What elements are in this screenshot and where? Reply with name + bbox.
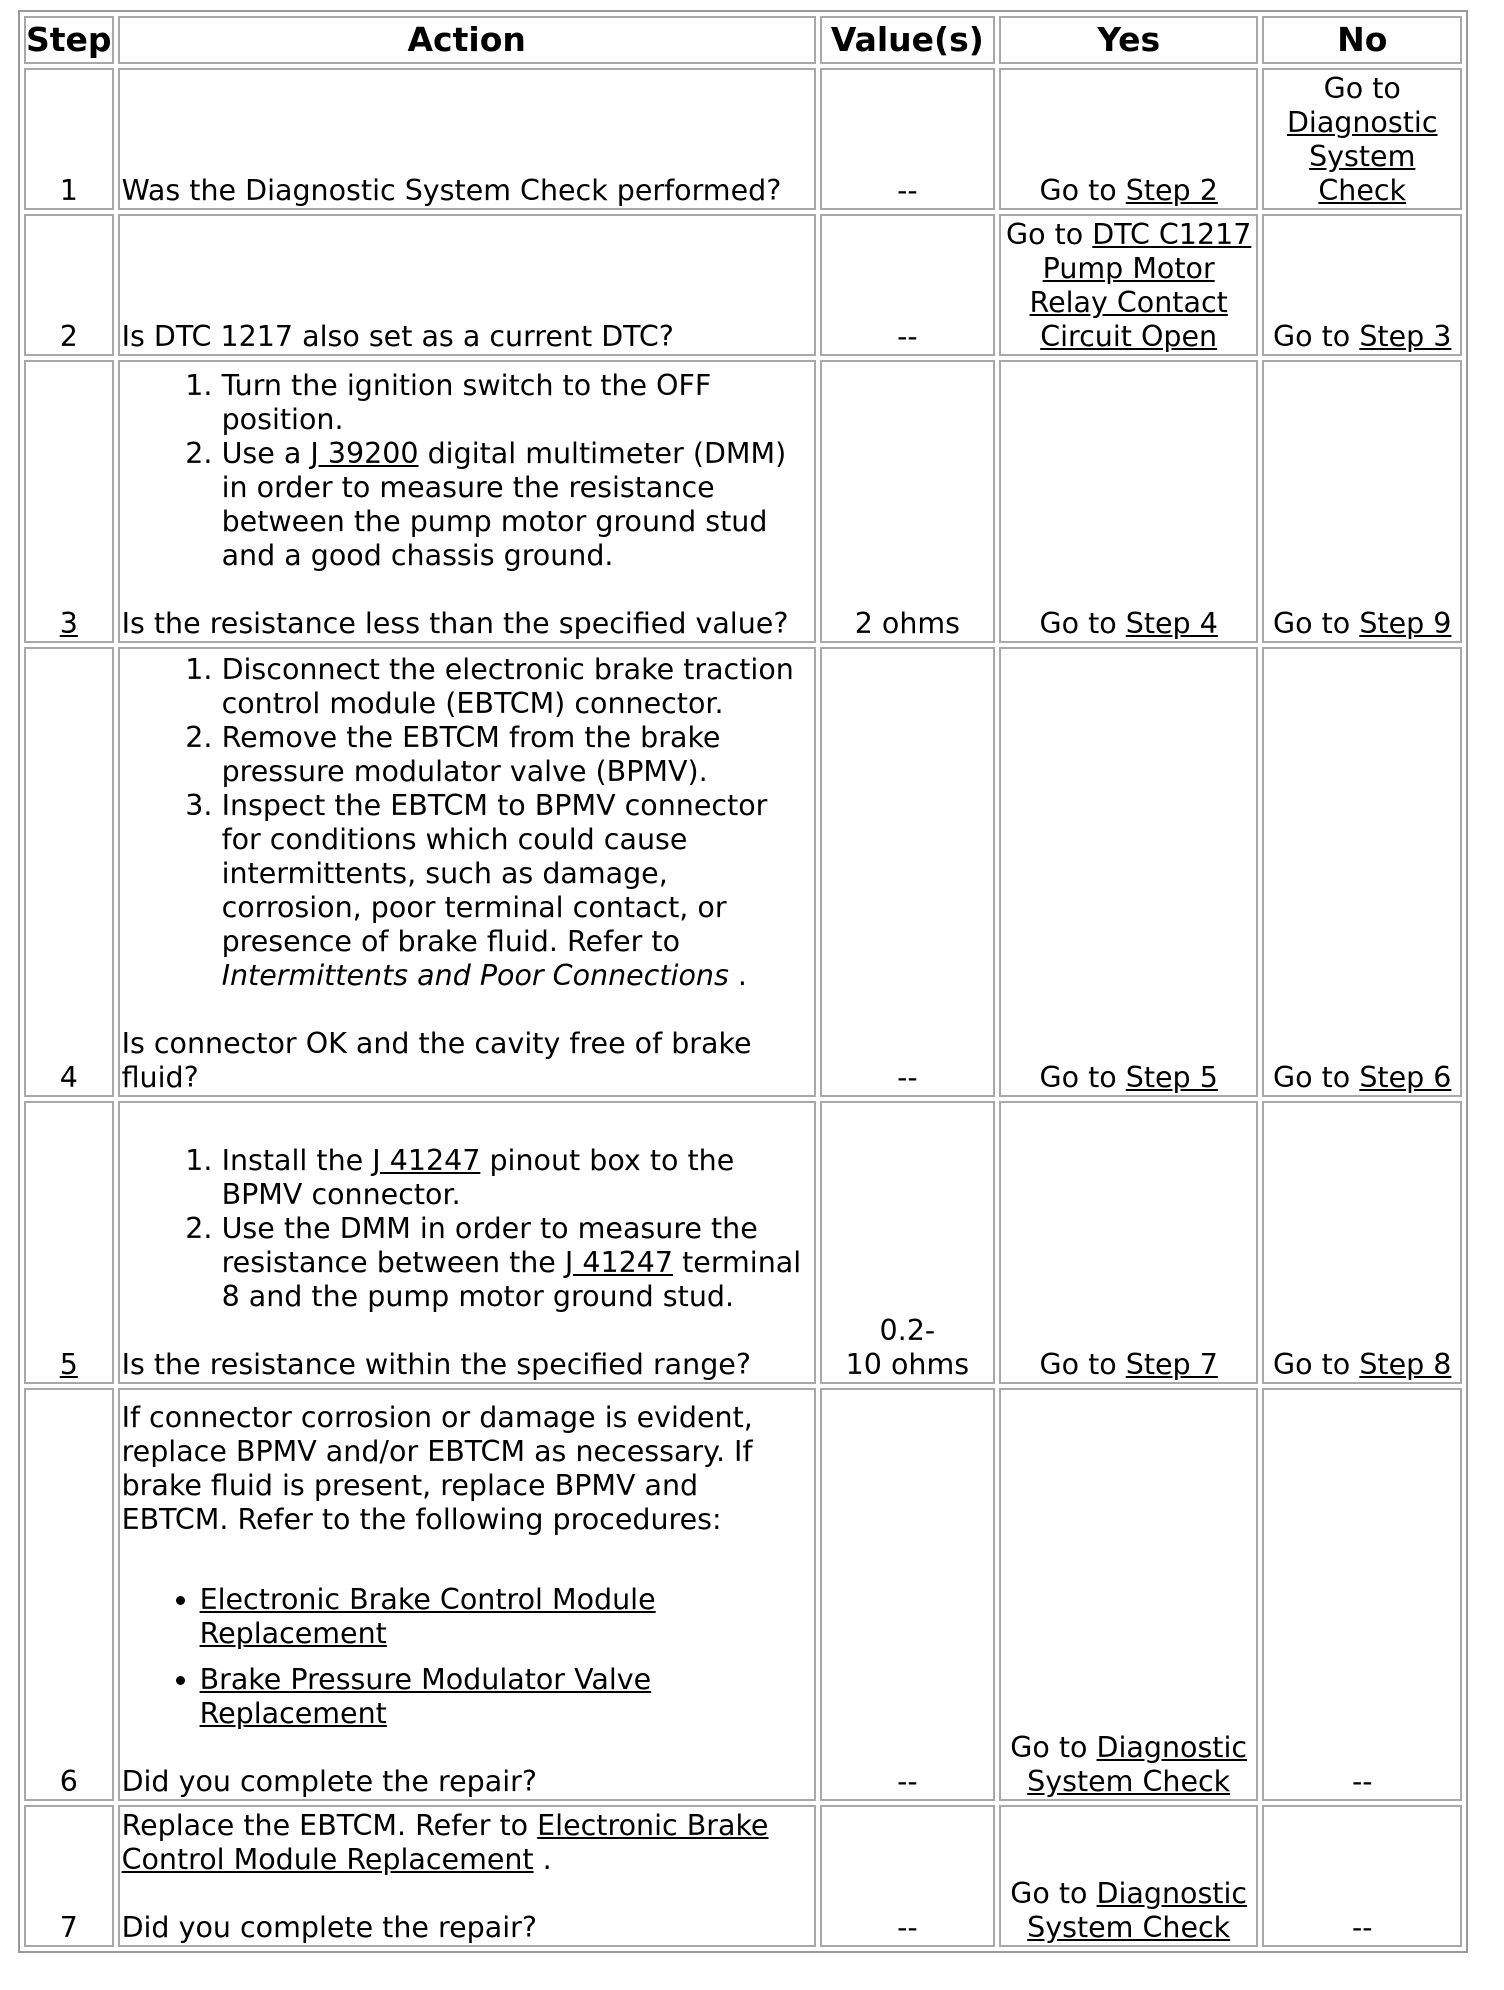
table-row bbox=[24, 647, 1462, 1097]
value-cell: -- bbox=[820, 647, 995, 1097]
list-item-text: Inspect the EBTCM to BPMV connector for conditions which could cause intermittents, such as damage, corrosion, poor terminal contact, or presence of brake fluid. Refer to bbox=[221, 789, 768, 958]
table-row bbox=[24, 360, 1462, 643]
procedure-list bbox=[122, 653, 812, 993]
step-number: 4 bbox=[24, 647, 114, 1097]
link-diagnostic-system-check[interactable]: Diagnostic System Check bbox=[1027, 1731, 1248, 1798]
header-yes: Yes bbox=[999, 16, 1259, 64]
value-line: 0.2- bbox=[879, 1314, 936, 1347]
reference-intermittents: Intermittents and Poor Connections bbox=[221, 959, 729, 992]
value-cell: 2 ohms bbox=[820, 360, 995, 643]
table-row bbox=[24, 1388, 1462, 1801]
yes-prefix: Go to bbox=[1039, 607, 1126, 640]
link-diagnostic-system-check[interactable]: Diagnostic System Check bbox=[1027, 1877, 1248, 1944]
link-step-8[interactable]: Step 8 bbox=[1359, 1348, 1452, 1381]
step-number: 6 bbox=[24, 1388, 114, 1801]
link-step-5[interactable]: Step 5 bbox=[1125, 1061, 1218, 1094]
yes-prefix: Go to bbox=[1039, 1348, 1126, 1381]
yes-prefix: Go to bbox=[1039, 174, 1126, 207]
yes-prefix: Go to bbox=[1010, 1731, 1097, 1764]
question-text: Was the Diagnostic System Check performed? bbox=[121, 174, 782, 207]
yes-cell bbox=[999, 360, 1259, 643]
intro-prefix: Replace the EBTCM. Refer to bbox=[121, 1809, 538, 1842]
list-item-text: . bbox=[728, 959, 747, 992]
action-cell bbox=[118, 647, 816, 1097]
link-step-6[interactable]: Step 6 bbox=[1359, 1061, 1452, 1094]
no-prefix: Go to bbox=[1323, 72, 1401, 105]
list-item-text: Install the bbox=[221, 1144, 373, 1177]
question-text: Is the resistance less than the specified value? bbox=[121, 607, 789, 640]
list-item bbox=[222, 1144, 812, 1212]
table-row bbox=[24, 214, 1462, 356]
header-action: Action bbox=[118, 16, 816, 64]
yes-cell bbox=[999, 1388, 1259, 1801]
action-cell bbox=[118, 360, 816, 643]
list-item bbox=[222, 437, 812, 573]
link-bpmv-replacement[interactable]: Brake Pressure Modulator Valve Replacement bbox=[199, 1663, 652, 1730]
action-cell bbox=[118, 68, 816, 210]
no-prefix: Go to bbox=[1273, 320, 1360, 353]
header-no: No bbox=[1262, 16, 1462, 64]
list-item-text: terminal 8 and the pump motor ground stud. bbox=[221, 1246, 802, 1313]
procedure-links bbox=[122, 1583, 812, 1731]
yes-cell bbox=[999, 68, 1259, 210]
value-cell: -- bbox=[820, 1388, 995, 1801]
link-ebcm-replacement[interactable]: Electronic Brake Control Module Replacement bbox=[199, 1583, 656, 1650]
link-step-7[interactable]: Step 7 bbox=[1125, 1348, 1218, 1381]
intro-suffix: . bbox=[533, 1843, 552, 1876]
link-diagnostic-system-check[interactable]: Diagnostic System Check bbox=[1286, 106, 1438, 207]
header-step: Step bbox=[24, 16, 114, 64]
action-cell bbox=[118, 214, 816, 356]
no-prefix: Go to bbox=[1273, 1061, 1360, 1094]
value-cell: -- bbox=[820, 68, 995, 210]
yes-prefix: Go to bbox=[1039, 1061, 1126, 1094]
no-cell bbox=[1262, 360, 1462, 643]
yes-cell bbox=[999, 1805, 1259, 1947]
intro-text: If connector corrosion or damage is evident, replace BPMV and/or EBTCM as necessary. If brake fluid is present, replace BPMV and EBTCM. Refer to the following procedures: bbox=[121, 1401, 753, 1536]
question-text: Is the resistance within the specified range? bbox=[121, 1348, 751, 1381]
list-item: 1. Disconnect the electronic brake traction control module (EBTCM) connector. bbox=[222, 653, 812, 721]
yes-prefix: Go to bbox=[1006, 218, 1093, 251]
list-item-text: digital multimeter (DMM) in order to measure the resistance between the pump motor ground stud and a good chassis ground. bbox=[221, 437, 787, 572]
question-text: Is connector OK and the cavity free of brake fluid? bbox=[121, 1027, 752, 1094]
link-j-39200[interactable]: J 39200 bbox=[310, 437, 419, 470]
step-link-5[interactable]: 5 bbox=[59, 1348, 78, 1381]
table-row bbox=[24, 1101, 1462, 1384]
no-cell bbox=[1262, 647, 1462, 1097]
list-item-text: pinout box to the BPMV connector. bbox=[221, 1144, 735, 1211]
list-item bbox=[222, 1212, 812, 1314]
link-j-41247[interactable]: J 41247 bbox=[564, 1246, 674, 1279]
table-row bbox=[24, 1805, 1462, 1947]
no-cell bbox=[1262, 214, 1462, 356]
no-cell: -- bbox=[1262, 1805, 1462, 1947]
list-item: 1. Turn the ignition switch to the OFF position. bbox=[222, 369, 812, 437]
list-item bbox=[222, 789, 812, 993]
diagnostic-table bbox=[18, 10, 1468, 1953]
value-line: 10 ohms bbox=[845, 1348, 970, 1381]
list-item-text: Use the DMM in order to measure the resistance between the bbox=[221, 1212, 758, 1279]
no-cell bbox=[1262, 1101, 1462, 1384]
link-step-3[interactable]: Step 3 bbox=[1359, 320, 1452, 353]
action-cell bbox=[118, 1388, 816, 1801]
yes-cell bbox=[999, 214, 1259, 356]
value-cell: -- bbox=[820, 1805, 995, 1947]
yes-cell bbox=[999, 1101, 1259, 1384]
step-number: 1 bbox=[24, 68, 114, 210]
header-row bbox=[24, 16, 1462, 64]
link-ebcm-replacement[interactable]: Electronic Brake Control Module Replacement bbox=[121, 1809, 769, 1876]
intro-text bbox=[122, 1809, 812, 1877]
link-dtc-c1217[interactable]: DTC C1217 Pump Motor Relay Contact Circuit Open bbox=[1029, 218, 1252, 353]
step-number: 2 bbox=[24, 214, 114, 356]
no-cell bbox=[1262, 68, 1462, 210]
procedure-list bbox=[122, 369, 812, 573]
link-step-2[interactable]: Step 2 bbox=[1125, 174, 1218, 207]
list-item-text: Use a bbox=[221, 437, 311, 470]
yes-prefix: Go to bbox=[1010, 1877, 1097, 1910]
step-link-3[interactable]: 3 bbox=[59, 607, 78, 640]
step-number: 7 bbox=[24, 1805, 114, 1947]
no-cell: -- bbox=[1262, 1388, 1462, 1801]
no-prefix: Go to bbox=[1273, 1348, 1360, 1381]
procedure-list bbox=[122, 1144, 812, 1314]
step-number bbox=[24, 360, 114, 643]
link-step-9[interactable]: Step 9 bbox=[1359, 607, 1452, 640]
value-cell: -- bbox=[820, 214, 995, 356]
link-step-4[interactable]: Step 4 bbox=[1125, 607, 1218, 640]
action-cell bbox=[118, 1805, 816, 1947]
no-prefix: Go to bbox=[1273, 607, 1360, 640]
value-cell bbox=[820, 1101, 995, 1384]
question-text: Did you complete the repair? bbox=[121, 1765, 537, 1798]
step-number bbox=[24, 1101, 114, 1384]
question-text: Is DTC 1217 also set as a current DTC? bbox=[121, 320, 674, 353]
table-row bbox=[24, 68, 1462, 210]
header-values: Value(s) bbox=[820, 16, 995, 64]
list-item: 2. Remove the EBTCM from the brake pressure modulator valve (BPMV). bbox=[222, 721, 812, 789]
action-cell bbox=[118, 1101, 816, 1384]
link-j-41247[interactable]: J 41247 bbox=[372, 1144, 481, 1177]
yes-cell bbox=[999, 647, 1259, 1097]
list-item bbox=[200, 1663, 812, 1731]
question-text: Did you complete the repair? bbox=[121, 1911, 537, 1944]
list-item bbox=[200, 1583, 812, 1651]
